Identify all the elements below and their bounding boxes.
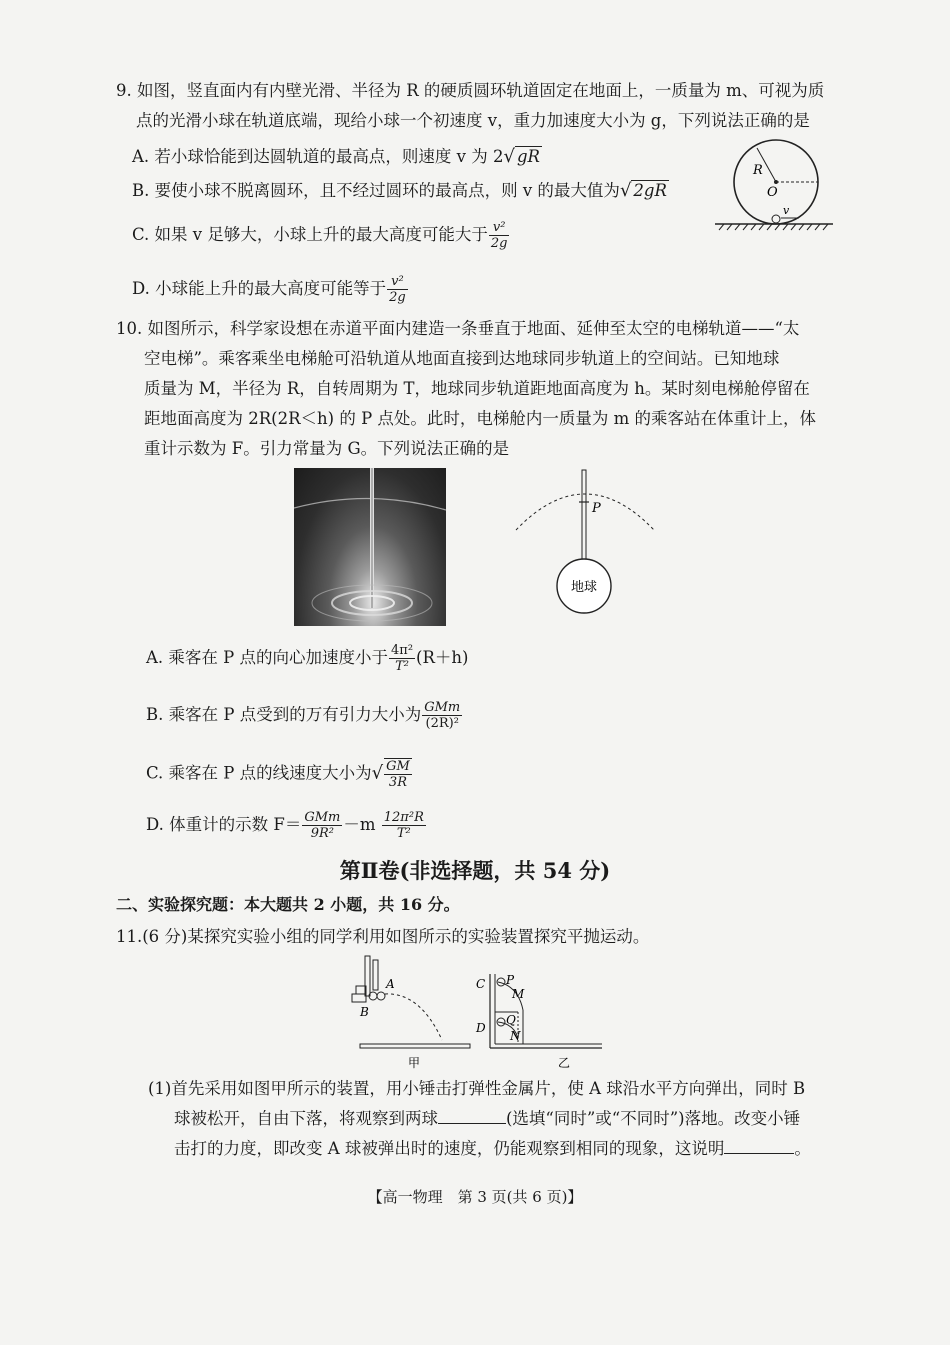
fraction [384,758,412,790]
q9-option-a-sqrt: gR [516,147,540,166]
fraction-denominator: 9R² [310,826,334,841]
space-elevator-photo [294,468,446,626]
answer-blank-1[interactable] [438,1109,506,1124]
label-D: D [476,1021,486,1035]
ground-hatch [719,224,828,230]
label-R: R [753,163,763,178]
q9-option-c-text: C. 如果 v 足够大，小球上升的最大高度可能大于 [132,225,488,244]
fraction [489,220,510,251]
fraction-denominator: 3R [388,775,407,790]
q11-sub1-line2-part1: 球被松开，自由下落，将观察到两球 [174,1109,438,1128]
photo-overlay [294,468,446,626]
label-P: P [506,973,515,987]
q10-option-a [146,643,468,674]
apparatus-jia [352,956,470,1070]
q10-line5: 重计示数为 F。引力常量为 G。下列说法正确的是 [144,439,510,458]
q10-option-a-text: A. 乘客在 P 点的向心加速度小于 [146,648,388,667]
q10-line3: 质量为 M，半径为 R，自转周期为 T，地球同步轨道距地面高度为 h。某时刻电梯舱停留在 [144,379,810,398]
q10-line4: 距地面高度为 2R(2R＜h) 的 P 点处。此时，电梯舱内一质量为 m 的乘客站在体重计上，体 [144,409,817,428]
q9-stem-line1: 9. 如图，竖直面内有内壁光滑、半径为 R 的硬质圆环轨道固定在地面上，一质量为 m、可视为质 [116,81,825,100]
label-P: P [592,501,601,516]
sync-orbit-arc [516,494,654,530]
elevator-track [582,470,586,562]
fraction-numerator: 4π² [391,643,414,658]
fraction [422,700,462,731]
q10-option-d [146,810,427,841]
sqrt-sign-icon: √ [619,180,632,201]
label-B: B [360,1005,369,1019]
section-heading: 第Ⅱ卷(非选择题，共 54 分) [339,858,611,883]
q10-option-c [146,758,413,790]
q9-option-b [132,180,669,202]
q9-option-a [132,146,542,168]
label-yi: 乙 [558,1056,571,1070]
q10-line1: 10. 如图所示，科学家设想在赤道平面内建造一条垂直于地面、延伸至太空的电梯轨道——“太 [116,319,800,338]
earth-elevator-diagram [510,468,660,618]
q11-sub1-line1: (1)首先采用如图甲所示的装置，用小锤击打弹性金属片，使 A 球沿水平方向弹出，同时 B [148,1079,806,1098]
q11-sub1-line3 [174,1138,811,1160]
q9-option-d-text: D. 小球能上升的最大高度可能等于 [132,279,387,298]
label-earth: 地球 [570,580,598,595]
q10-option-d-mid: －m [343,815,376,834]
circular-track-figure [715,138,835,233]
fraction-numerator: GMm [304,810,341,825]
q10-option-b [146,700,463,731]
q9-option-a-text: A. 若小球恰能到达圆轨道的最高点，则速度 v 为 2 [132,147,504,166]
small-ball [772,215,780,223]
fraction-numerator: 12π²R [383,810,424,825]
label-M: M [512,987,525,1001]
q11-sub1-line2 [174,1108,800,1130]
fraction-denominator: (2R)² [425,716,459,731]
q10-line2: 空电梯”。乘客乘坐电梯舱可沿轨道从地面直接到达地球同步轨道上的空间站。已知地球 [144,349,780,368]
apparatus-yi [475,973,602,1070]
fraction-numerator: GMm [424,700,461,715]
fraction [387,274,408,305]
q11-sub1-line2-part2: (选填“同时”或“不同时”)落地。改变小锤 [506,1109,801,1128]
fraction-denominator: T² [395,659,409,674]
fraction-numerator: v² [387,274,408,290]
q11-sub1-line3-part2: 。 [794,1139,811,1158]
q11-sub1-line3-part1: 击打的力度，即改变 A 球被弹出时的速度，仍能观察到相同的现象，这说明 [174,1139,725,1158]
label-C: C [476,977,486,991]
label-A: A [386,977,395,991]
fraction [382,810,426,841]
fraction [302,810,342,841]
label-jia: 甲 [408,1056,421,1070]
part-title: 二、实验探究题：本大题共 2 小题，共 16 分。 [116,895,460,914]
label-v: v [783,204,790,217]
q9-option-c [132,220,510,251]
label-O: O [767,185,778,200]
q9-option-d [132,274,409,305]
q9-option-b-text: B. 要使小球不脱离圆环，且不经过圆环的最高点，则 v 的最大值为 [132,181,620,200]
q9-stem-line2: 点的光滑小球在轨道底端，现给小球一个初速度 v，重力加速度大小为 g，下列说法正确的是 [136,111,810,130]
q10-option-c-text: C. 乘客在 P 点的线速度大小为 [146,763,372,783]
q10-option-d-text: D. 体重计的示数 F＝ [146,815,302,834]
label-N: N [510,1029,521,1043]
answer-blank-2[interactable] [724,1139,794,1154]
sqrt-sign-icon: √ [503,146,515,167]
fraction-numerator: v² [489,220,510,236]
label-Q: Q [506,1013,516,1027]
fraction-denominator: 2g [389,290,406,305]
fraction-denominator: 2g [490,236,508,251]
sqrt-sign-icon: √ [371,762,384,784]
q11-stem: 11.(6 分)某探究实验小组的同学利用如图所示的实验装置探究平抛运动。 [116,927,650,946]
experiment-apparatus-figure [340,952,610,1074]
fraction [389,643,415,674]
fraction-numerator: GM [386,759,410,774]
q10-option-b-text: B. 乘客在 P 点受到的万有引力大小为 [146,705,422,724]
fraction-denominator: T² [396,826,411,841]
q10-option-a-tail: (R＋h) [416,648,469,667]
page-footer: 【高一物理 第 3 页(共 6 页)】 [367,1188,583,1206]
q9-option-b-sqrt: 2gR [633,181,667,200]
